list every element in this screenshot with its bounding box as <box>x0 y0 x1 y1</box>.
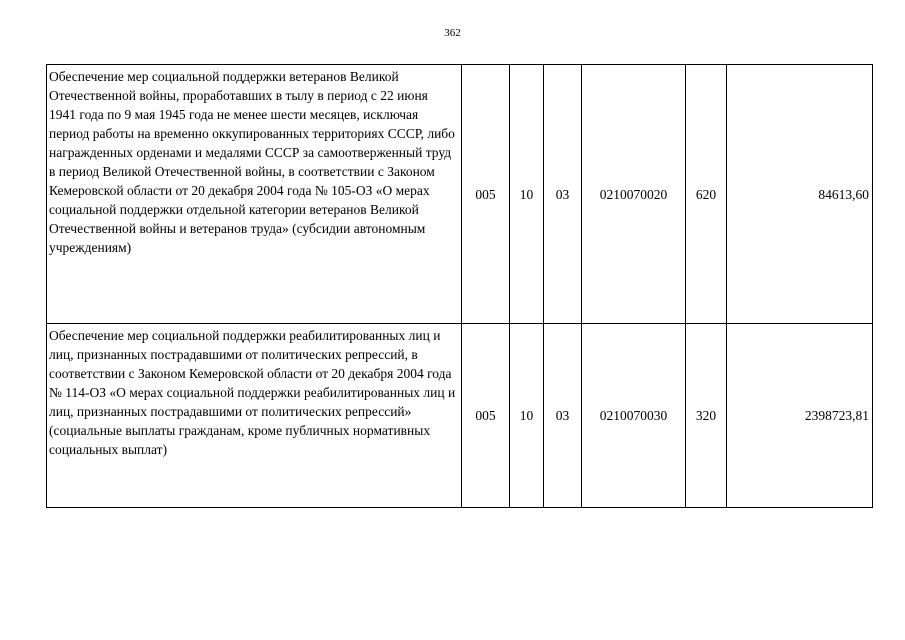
amount-value: 84613,60 <box>727 65 873 324</box>
page-number: 362 <box>444 27 461 39</box>
target-article-code: 0210070030 <box>582 324 686 508</box>
target-article-code: 0210070020 <box>582 65 686 324</box>
subsection-code: 03 <box>544 65 582 324</box>
row-description: Обеспечение мер социальной поддержки ветеранов Великой Отечественной войны, проработавших в тылу в период с 22 июня 1941 года по 9 мая 1945 года не менее шести месяцев, исключая период работы на временно оккупированных территориях СССР, либо награжденных орденами и медалями СССР за самоотверженный труд в период Великой Отечественной войны, в соответствии с Законом Кемеровской области от 20 декабря 2004 года № 105-ОЗ «О мерах социальной поддержки отдельной категории ветеранов Великой Отечественной войны и ветеранов труда» (субсидии автономным учреждениям) <box>47 65 462 324</box>
section-code: 10 <box>510 65 544 324</box>
budget-table <box>46 64 873 508</box>
amount-value: 2398723,81 <box>727 324 873 508</box>
expense-type-code: 320 <box>686 324 727 508</box>
row-description: Обеспечение мер социальной поддержки реабилитированных лиц и лиц, признанных пострадавшими от политических репрессий, в соответствии с Законом Кемеровской области от 20 декабря 2004 года № 114-ОЗ «О мерах социальной поддержки реабилитированных лиц и лиц, признанных пострадавшими от политических репрессий» (социальные выплаты гражданам, кроме публичных нормативных социальных выплат) <box>47 324 462 508</box>
expense-type-code: 620 <box>686 65 727 324</box>
section-code: 10 <box>510 324 544 508</box>
table-row <box>47 65 873 324</box>
subsection-code: 03 <box>544 324 582 508</box>
ministry-code: 005 <box>462 324 510 508</box>
ministry-code: 005 <box>462 65 510 324</box>
table-row <box>47 324 873 508</box>
